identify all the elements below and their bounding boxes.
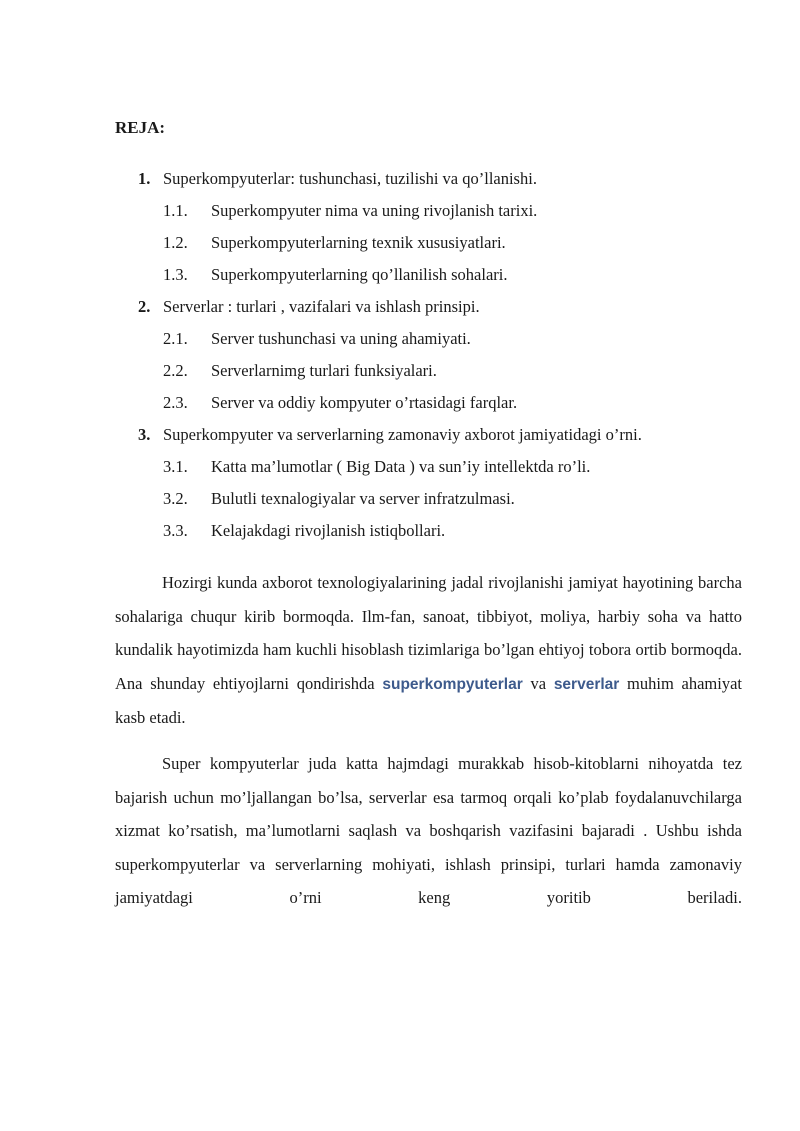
outline-text: Superkompyuter va serverlarning zamonaviy axborot jamiyatidagi o’rni.: [163, 425, 642, 444]
outline-text: Kelajakdagi rivojlanish istiqbollari.: [211, 521, 446, 540]
outline-text: Katta ma’lumotlar ( Big Data ) va sun’iy intellektda ro’li.: [211, 457, 591, 476]
outline-item: [0, 421, 800, 453]
outline-text: Serverlar : turlari , vazifalari va ishlash prinsipi.: [163, 297, 480, 316]
outline-item: [0, 325, 800, 357]
outline-text: Serverlarnimg turlari funksiyalari.: [211, 361, 437, 380]
outline-number: 1.3.: [163, 265, 188, 284]
outline-item: [0, 389, 800, 421]
outline-item: [0, 165, 800, 197]
outline-number: 1.2.: [163, 233, 188, 252]
intro-end: muhim ahamiyat kasb etadi.: [115, 673, 742, 728]
second-paragraph: Super kompyuterlar juda katta hajmdagi murakkab hisob-kitoblarni nihoyatda tez bajarish uchun mo’ljallangan bo’lsa, serverlar esa tarmoq orqali ko’plab foydalanuvchilarga xizmat ko’rsatish, ma’lumotlarni saqlash va boshqarish vazifasini bajaradi . Ushbu ishda superkompyuterlar va serverlarning mohiyati, ishlash prinsipi, turlari hamda zamonaviy jamiyatdagi o’rni keng yoritib beriladi.: [115, 754, 742, 908]
outline-text: Superkompyuterlar: tushunchasi, tuzilishi va qo’llanishi.: [163, 169, 537, 188]
outline-item: [0, 517, 800, 549]
outline-item: [0, 229, 800, 261]
outline-number: 3.2.: [163, 489, 188, 508]
highlight-superkompyuterlar: superkompyuterlar: [382, 675, 523, 693]
outline-number: 2.1.: [163, 329, 188, 348]
outline-text: Superkompyuter nima va uning rivojlanish tarixi.: [211, 201, 538, 220]
plan-outline: [0, 165, 800, 549]
outline-number: 3.: [138, 425, 151, 444]
highlight-serverlar: serverlar: [553, 675, 620, 693]
intro-connector: va: [522, 673, 554, 693]
outline-text: Server tushunchasi va uning ahamiyati.: [211, 329, 471, 348]
intro-text: Hozirgi kunda axborot texnologiyalarining jadal rivojlanishi jamiyat hayotining barcha sohalariga chuqur kirib bormoqda. Ilm-fan, sanoat, tibbiyot, moliya, harbiy soha va hatto kundalik hayotimizda ham kuchli hisoblash tizimlariga bo’lgan ehtiyoj tobora ortib bormoqda. Ana shunday ehtiyojlarni qondirishda: [115, 573, 742, 693]
outline-item: [0, 357, 800, 389]
outline-item: [0, 197, 800, 229]
outline-text: Bulutli texnalogiyalar va server infratzulmasi.: [211, 489, 515, 508]
outline-number: 3.3.: [163, 521, 188, 540]
outline-text: Superkompyuterlarning qo’llanilish sohalari.: [211, 265, 508, 284]
outline-number: 2.: [138, 297, 151, 316]
outline-number: 2.3.: [163, 393, 188, 412]
outline-number: 1.1.: [163, 201, 188, 220]
outline-number: 2.2.: [163, 361, 188, 380]
outline-number: 1.: [138, 169, 151, 188]
outline-item: [0, 293, 800, 325]
intro-paragraph: [115, 566, 742, 735]
outline-text: Superkompyuterlarning texnik xususiyatlari.: [211, 233, 506, 252]
outline-text: Server va oddiy kompyuter o’rtasidagi farqlar.: [211, 393, 518, 412]
outline-item: [0, 485, 800, 517]
plan-heading: REJA:: [115, 118, 166, 137]
outline-number: 3.1.: [163, 457, 188, 476]
outline-item: [0, 261, 800, 293]
outline-item: [0, 453, 800, 485]
